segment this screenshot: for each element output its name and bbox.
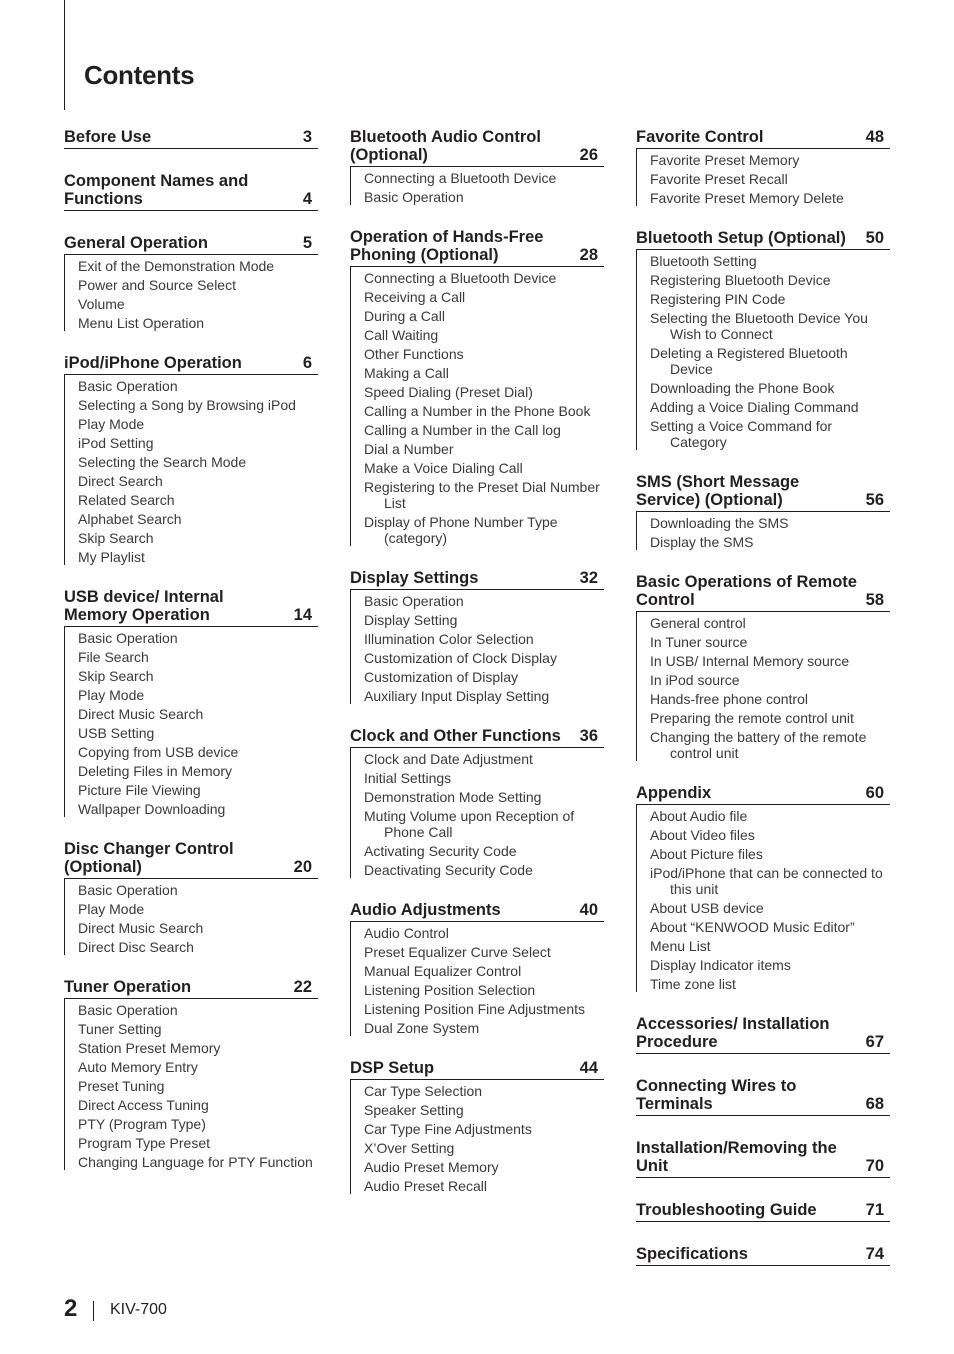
toc-section xyxy=(636,573,890,761)
toc-entry[interactable]: Basic Operation xyxy=(78,378,178,394)
toc-entry[interactable]: Call Waiting xyxy=(364,327,439,343)
toc-entry[interactable]: Direct Search xyxy=(78,473,163,489)
section-title: Installation/Removing the Unit xyxy=(636,1139,837,1175)
toc-entry[interactable]: Connecting a Bluetooth Device xyxy=(364,170,557,186)
toc-section xyxy=(64,354,318,565)
section-heading[interactable] xyxy=(636,1201,890,1222)
toc-entry[interactable]: Menu List xyxy=(650,938,711,954)
toc-section xyxy=(350,128,604,205)
toc-entry[interactable]: File Search xyxy=(78,649,149,665)
section-item-list xyxy=(350,922,604,1036)
toc-entry[interactable]: Adding a Voice Dialing Command xyxy=(650,399,859,415)
section-heading[interactable] xyxy=(64,354,318,375)
toc-entry[interactable]: Selecting the Search Mode xyxy=(78,454,247,470)
toc-entry[interactable]: Program Type Preset xyxy=(78,1135,211,1151)
section-heading[interactable] xyxy=(64,588,318,627)
toc-entry[interactable]: About “KENWOOD Music Editor” xyxy=(650,919,855,935)
section-page-number: 5 xyxy=(302,234,312,252)
toc-entry[interactable]: Receiving a Call xyxy=(364,289,466,305)
section-title: iPod/iPhone Operation xyxy=(64,354,242,372)
toc-section xyxy=(636,1245,890,1266)
toc-entry[interactable]: Dual Zone System xyxy=(364,1020,480,1036)
toc-entry[interactable]: Speed Dialing (Preset Dial) xyxy=(364,384,533,400)
section-page-number: 3 xyxy=(302,128,312,146)
toc-entry[interactable]: Calling a Number in the Phone Book xyxy=(364,403,591,419)
toc-section xyxy=(636,1077,890,1116)
section-heading[interactable] xyxy=(350,901,604,922)
section-item-list xyxy=(64,879,318,955)
toc-entry[interactable]: During a Call xyxy=(364,308,445,324)
toc-entry[interactable]: Basic Operation xyxy=(78,630,178,646)
toc-entry[interactable]: Calling a Number in the Call log xyxy=(364,422,561,438)
toc-entry[interactable]: iPod/iPhone that can be connected to this unit xyxy=(650,865,883,897)
section-heading[interactable] xyxy=(350,569,604,590)
toc-entry[interactable]: Audio Control xyxy=(364,925,449,941)
section-item-list xyxy=(636,805,890,992)
toc-entry[interactable]: Speaker Setting xyxy=(364,1102,464,1118)
section-title: Favorite Control xyxy=(636,128,764,146)
section-item-list xyxy=(636,612,890,761)
toc-entry[interactable]: In Tuner source xyxy=(650,634,748,650)
section-heading[interactable] xyxy=(636,784,890,805)
section-heading[interactable] xyxy=(636,1015,890,1054)
toc-entry[interactable]: Volume xyxy=(78,296,125,312)
section-title: Clock and Other Functions xyxy=(350,727,561,745)
section-title: General Operation xyxy=(64,234,208,252)
toc-entry[interactable]: Setting a Voice Command for Category xyxy=(650,418,833,450)
toc-entry[interactable]: Changing Language for PTY Function xyxy=(78,1154,313,1170)
section-item-list xyxy=(350,267,604,546)
toc-entry[interactable]: Menu List Operation xyxy=(78,315,205,331)
toc-entry[interactable]: Audio Preset Recall xyxy=(364,1178,487,1194)
section-page-number: 71 xyxy=(865,1201,884,1219)
toc-entry[interactable]: Display the SMS xyxy=(650,534,754,550)
toc-entry[interactable]: Bluetooth Setting xyxy=(650,253,757,269)
toc-section xyxy=(350,901,604,1036)
toc-entry[interactable]: Picture File Viewing xyxy=(78,782,201,798)
section-heading[interactable] xyxy=(350,727,604,748)
toc-entry[interactable]: Car Type Selection xyxy=(364,1083,483,1099)
toc-section xyxy=(64,128,318,149)
section-page-number: 20 xyxy=(293,858,312,876)
toc-entry[interactable]: Downloading the Phone Book xyxy=(650,380,835,396)
toc-entry[interactable]: Display Indicator items xyxy=(650,957,791,973)
section-title: Troubleshooting Guide xyxy=(636,1201,817,1219)
section-item-list xyxy=(350,748,604,878)
toc-entry[interactable]: Station Preset Memory xyxy=(78,1040,221,1056)
toc-entry[interactable]: Customization of Clock Display xyxy=(364,650,557,666)
section-item-list xyxy=(64,255,318,331)
toc-section xyxy=(350,228,604,546)
toc-entry[interactable]: Direct Music Search xyxy=(78,706,204,722)
toc-entry[interactable]: Audio Preset Memory xyxy=(364,1159,499,1175)
section-page-number: 22 xyxy=(293,978,312,996)
section-item-list xyxy=(636,250,890,450)
toc-entry[interactable]: Listening Position Fine Adjustments xyxy=(364,1001,586,1017)
section-heading[interactable] xyxy=(636,128,890,149)
toc-entry[interactable]: Favorite Preset Recall xyxy=(650,171,788,187)
section-item-list xyxy=(350,1080,604,1194)
section-item-list xyxy=(64,627,318,817)
section-page-number: 32 xyxy=(579,569,598,587)
section-heading[interactable] xyxy=(350,228,604,267)
toc-entry[interactable]: Clock and Date Adjustment xyxy=(364,751,533,767)
section-title: USB device/ Internal Memory Operation xyxy=(64,588,224,624)
toc-entry[interactable]: About Picture files xyxy=(650,846,763,862)
section-item-list xyxy=(350,590,604,704)
section-title: Operation of Hands-Free Phoning (Optional) xyxy=(350,228,544,264)
toc-entry[interactable]: Direct Access Tuning xyxy=(78,1097,209,1113)
header-rule xyxy=(64,0,65,110)
toc-section xyxy=(636,128,890,206)
toc-entry[interactable]: X’Over Setting xyxy=(364,1140,455,1156)
toc-entry[interactable]: Selecting the Bluetooth Device You Wish to Connect xyxy=(650,310,868,342)
toc-entry[interactable]: Power and Source Select xyxy=(78,277,236,293)
toc-entry[interactable]: Selecting a Song by Browsing iPod xyxy=(78,397,296,413)
section-item-list xyxy=(636,512,890,550)
toc-entry[interactable]: Auxiliary Input Display Setting xyxy=(364,688,550,704)
toc-entry[interactable]: In iPod source xyxy=(650,672,740,688)
section-page-number: 60 xyxy=(865,784,884,802)
toc-column-2 xyxy=(350,128,604,1217)
toc-entry[interactable]: Other Functions xyxy=(364,346,464,362)
page-number: 2 xyxy=(64,1295,78,1322)
toc-entry[interactable]: Preparing the remote control unit xyxy=(650,710,854,726)
toc-entry[interactable]: Customization of Display xyxy=(364,669,519,685)
toc-entry[interactable]: Connecting a Bluetooth Device xyxy=(364,270,557,286)
section-page-number: 67 xyxy=(865,1033,884,1051)
section-title: Component Names and Functions xyxy=(64,172,249,208)
section-title: Bluetooth Audio Control (Optional) xyxy=(350,128,541,164)
section-item-list xyxy=(350,167,604,205)
toc-entry[interactable]: Demonstration Mode Setting xyxy=(364,789,542,805)
toc-entry[interactable]: Deleting a Registered Bluetooth Device xyxy=(650,345,848,377)
section-item-list xyxy=(636,149,890,206)
section-heading[interactable] xyxy=(64,172,318,211)
toc-entry[interactable]: Favorite Preset Memory Delete xyxy=(650,190,844,206)
toc-section xyxy=(64,234,318,331)
toc-section xyxy=(636,229,890,450)
section-page-number: 36 xyxy=(579,727,598,745)
section-page-number: 44 xyxy=(579,1059,598,1077)
section-title: Specifications xyxy=(636,1245,748,1263)
toc-entry[interactable]: Deleting Files in Memory xyxy=(78,763,233,779)
toc-entry[interactable]: Skip Search xyxy=(78,530,154,546)
toc-entry[interactable]: Direct Music Search xyxy=(78,920,204,936)
section-title: DSP Setup xyxy=(350,1059,435,1077)
section-title: Disc Changer Control (Optional) xyxy=(64,840,234,876)
page-title: Contents xyxy=(84,60,195,90)
toc-entry[interactable]: Direct Disc Search xyxy=(78,939,194,955)
toc-entry[interactable]: Activating Security Code xyxy=(364,843,517,859)
toc-entry[interactable]: Downloading the SMS xyxy=(650,515,789,531)
section-heading[interactable] xyxy=(64,978,318,999)
toc-entry[interactable]: Display Setting xyxy=(364,612,458,628)
toc-section xyxy=(350,569,604,704)
section-title: Accessories/ Installation Procedure xyxy=(636,1015,830,1051)
section-heading[interactable] xyxy=(636,1245,890,1266)
toc-entry[interactable]: Display of Phone Number Type (category) xyxy=(364,514,558,546)
toc-entry[interactable]: Deactivating Security Code xyxy=(364,862,533,878)
section-title: Connecting Wires to Terminals xyxy=(636,1077,797,1113)
toc-entry[interactable]: iPod Setting xyxy=(78,435,154,451)
toc-column-1 xyxy=(64,128,318,1193)
toc-section xyxy=(64,978,318,1170)
toc-entry[interactable]: Exit of the Demonstration Mode xyxy=(78,258,275,274)
toc-entry[interactable]: Preset Equalizer Curve Select xyxy=(364,944,551,960)
toc-entry[interactable]: Muting Volume upon Reception of Phone Call xyxy=(364,808,575,840)
section-page-number: 26 xyxy=(579,146,598,164)
section-heading[interactable] xyxy=(636,229,890,250)
toc-entry[interactable]: Wallpaper Downloading xyxy=(78,801,226,817)
section-heading[interactable] xyxy=(350,128,604,167)
toc-section xyxy=(636,1201,890,1222)
toc-entry[interactable]: Related Search xyxy=(78,492,175,508)
toc-column-3 xyxy=(636,128,890,1289)
toc-entry[interactable]: Make a Voice Dialing Call xyxy=(364,460,523,476)
section-heading[interactable] xyxy=(636,1077,890,1116)
footer-divider xyxy=(93,1301,94,1321)
toc-entry[interactable]: Making a Call xyxy=(364,365,449,381)
section-title: Before Use xyxy=(64,128,152,146)
section-page-number: 50 xyxy=(865,229,884,247)
section-page-number: 56 xyxy=(865,491,884,509)
toc-entry[interactable]: About Audio file xyxy=(650,808,748,824)
section-heading[interactable] xyxy=(636,573,890,612)
section-page-number: 58 xyxy=(865,591,884,609)
model-name: KIV-700 xyxy=(110,1301,167,1318)
toc-section xyxy=(636,784,890,992)
toc-entry[interactable]: Play Mode xyxy=(78,416,145,432)
toc-entry[interactable]: Alphabet Search xyxy=(78,511,182,527)
section-page-number: 74 xyxy=(865,1245,884,1263)
toc-entry[interactable]: Registering PIN Code xyxy=(650,291,786,307)
section-title: Basic Operations of Remote Control xyxy=(636,573,857,609)
toc-entry[interactable]: Tuner Setting xyxy=(78,1021,162,1037)
toc-section xyxy=(64,840,318,955)
section-item-list xyxy=(64,999,318,1170)
toc-entry[interactable]: About USB device xyxy=(650,900,764,916)
section-title: SMS (Short Message Service) (Optional) xyxy=(636,473,800,509)
toc-entry[interactable]: Time zone list xyxy=(650,976,736,992)
toc-entry[interactable]: Basic Operation xyxy=(78,1002,178,1018)
section-title: Bluetooth Setup (Optional) xyxy=(636,229,846,247)
toc-section xyxy=(64,172,318,211)
section-title: Audio Adjustments xyxy=(350,901,501,919)
toc-entry[interactable]: Manual Equalizer Control xyxy=(364,963,522,979)
toc-entry[interactable]: Dial a Number xyxy=(364,441,454,457)
section-title: Appendix xyxy=(636,784,712,802)
toc-entry[interactable]: Skip Search xyxy=(78,668,154,684)
toc-section xyxy=(64,588,318,817)
section-heading[interactable] xyxy=(350,1059,604,1080)
toc-entry[interactable]: In USB/ Internal Memory source xyxy=(650,653,850,669)
toc-entry[interactable]: Registering to the Preset Dial Number List xyxy=(364,479,600,511)
section-heading[interactable] xyxy=(636,1139,890,1178)
toc-entry[interactable]: Copying from USB device xyxy=(78,744,239,760)
toc-entry[interactable]: Play Mode xyxy=(78,687,145,703)
section-title: Tuner Operation xyxy=(64,978,192,996)
toc-entry[interactable]: Registering Bluetooth Device xyxy=(650,272,831,288)
section-page-number: 4 xyxy=(302,190,312,208)
toc-entry[interactable]: About Video files xyxy=(650,827,755,843)
section-heading[interactable] xyxy=(64,128,318,149)
toc-entry[interactable]: Basic Operation xyxy=(364,189,464,205)
toc-section xyxy=(636,1139,890,1178)
toc-entry[interactable]: Car Type Fine Adjustments xyxy=(364,1121,532,1137)
section-heading[interactable] xyxy=(64,234,318,255)
toc-entry[interactable]: General control xyxy=(650,615,746,631)
toc-entry[interactable]: PTY (Program Type) xyxy=(78,1116,206,1132)
toc-entry[interactable]: Listening Position Selection xyxy=(364,982,536,998)
section-item-list xyxy=(64,375,318,565)
toc-entry[interactable]: Illumination Color Selection xyxy=(364,631,534,647)
toc-entry[interactable]: Basic Operation xyxy=(78,882,178,898)
toc-section xyxy=(636,1015,890,1054)
toc-entry[interactable]: Play Mode xyxy=(78,901,145,917)
toc-entry[interactable]: Preset Tuning xyxy=(78,1078,165,1094)
section-heading[interactable] xyxy=(64,840,318,879)
section-page-number: 28 xyxy=(579,246,598,264)
toc-section xyxy=(350,727,604,878)
toc-entry[interactable]: Auto Memory Entry xyxy=(78,1059,198,1075)
toc-entry[interactable]: Initial Settings xyxy=(364,770,452,786)
toc-entry[interactable]: Changing the battery of the remote control unit xyxy=(650,729,867,761)
toc-section xyxy=(350,1059,604,1194)
section-page-number: 6 xyxy=(302,354,312,372)
toc-entry[interactable]: Hands-free phone control xyxy=(650,691,808,707)
section-page-number: 48 xyxy=(865,128,884,146)
toc-entry[interactable]: USB Setting xyxy=(78,725,155,741)
section-page-number: 14 xyxy=(293,606,312,624)
toc-entry[interactable]: Basic Operation xyxy=(364,593,464,609)
toc-entry[interactable]: My Playlist xyxy=(78,549,145,565)
toc-section xyxy=(636,473,890,550)
section-title: Display Settings xyxy=(350,569,479,587)
section-heading[interactable] xyxy=(636,473,890,512)
section-page-number: 68 xyxy=(865,1095,884,1113)
section-page-number: 40 xyxy=(579,901,598,919)
section-page-number: 70 xyxy=(865,1157,884,1175)
toc-entry[interactable]: Favorite Preset Memory xyxy=(650,152,800,168)
